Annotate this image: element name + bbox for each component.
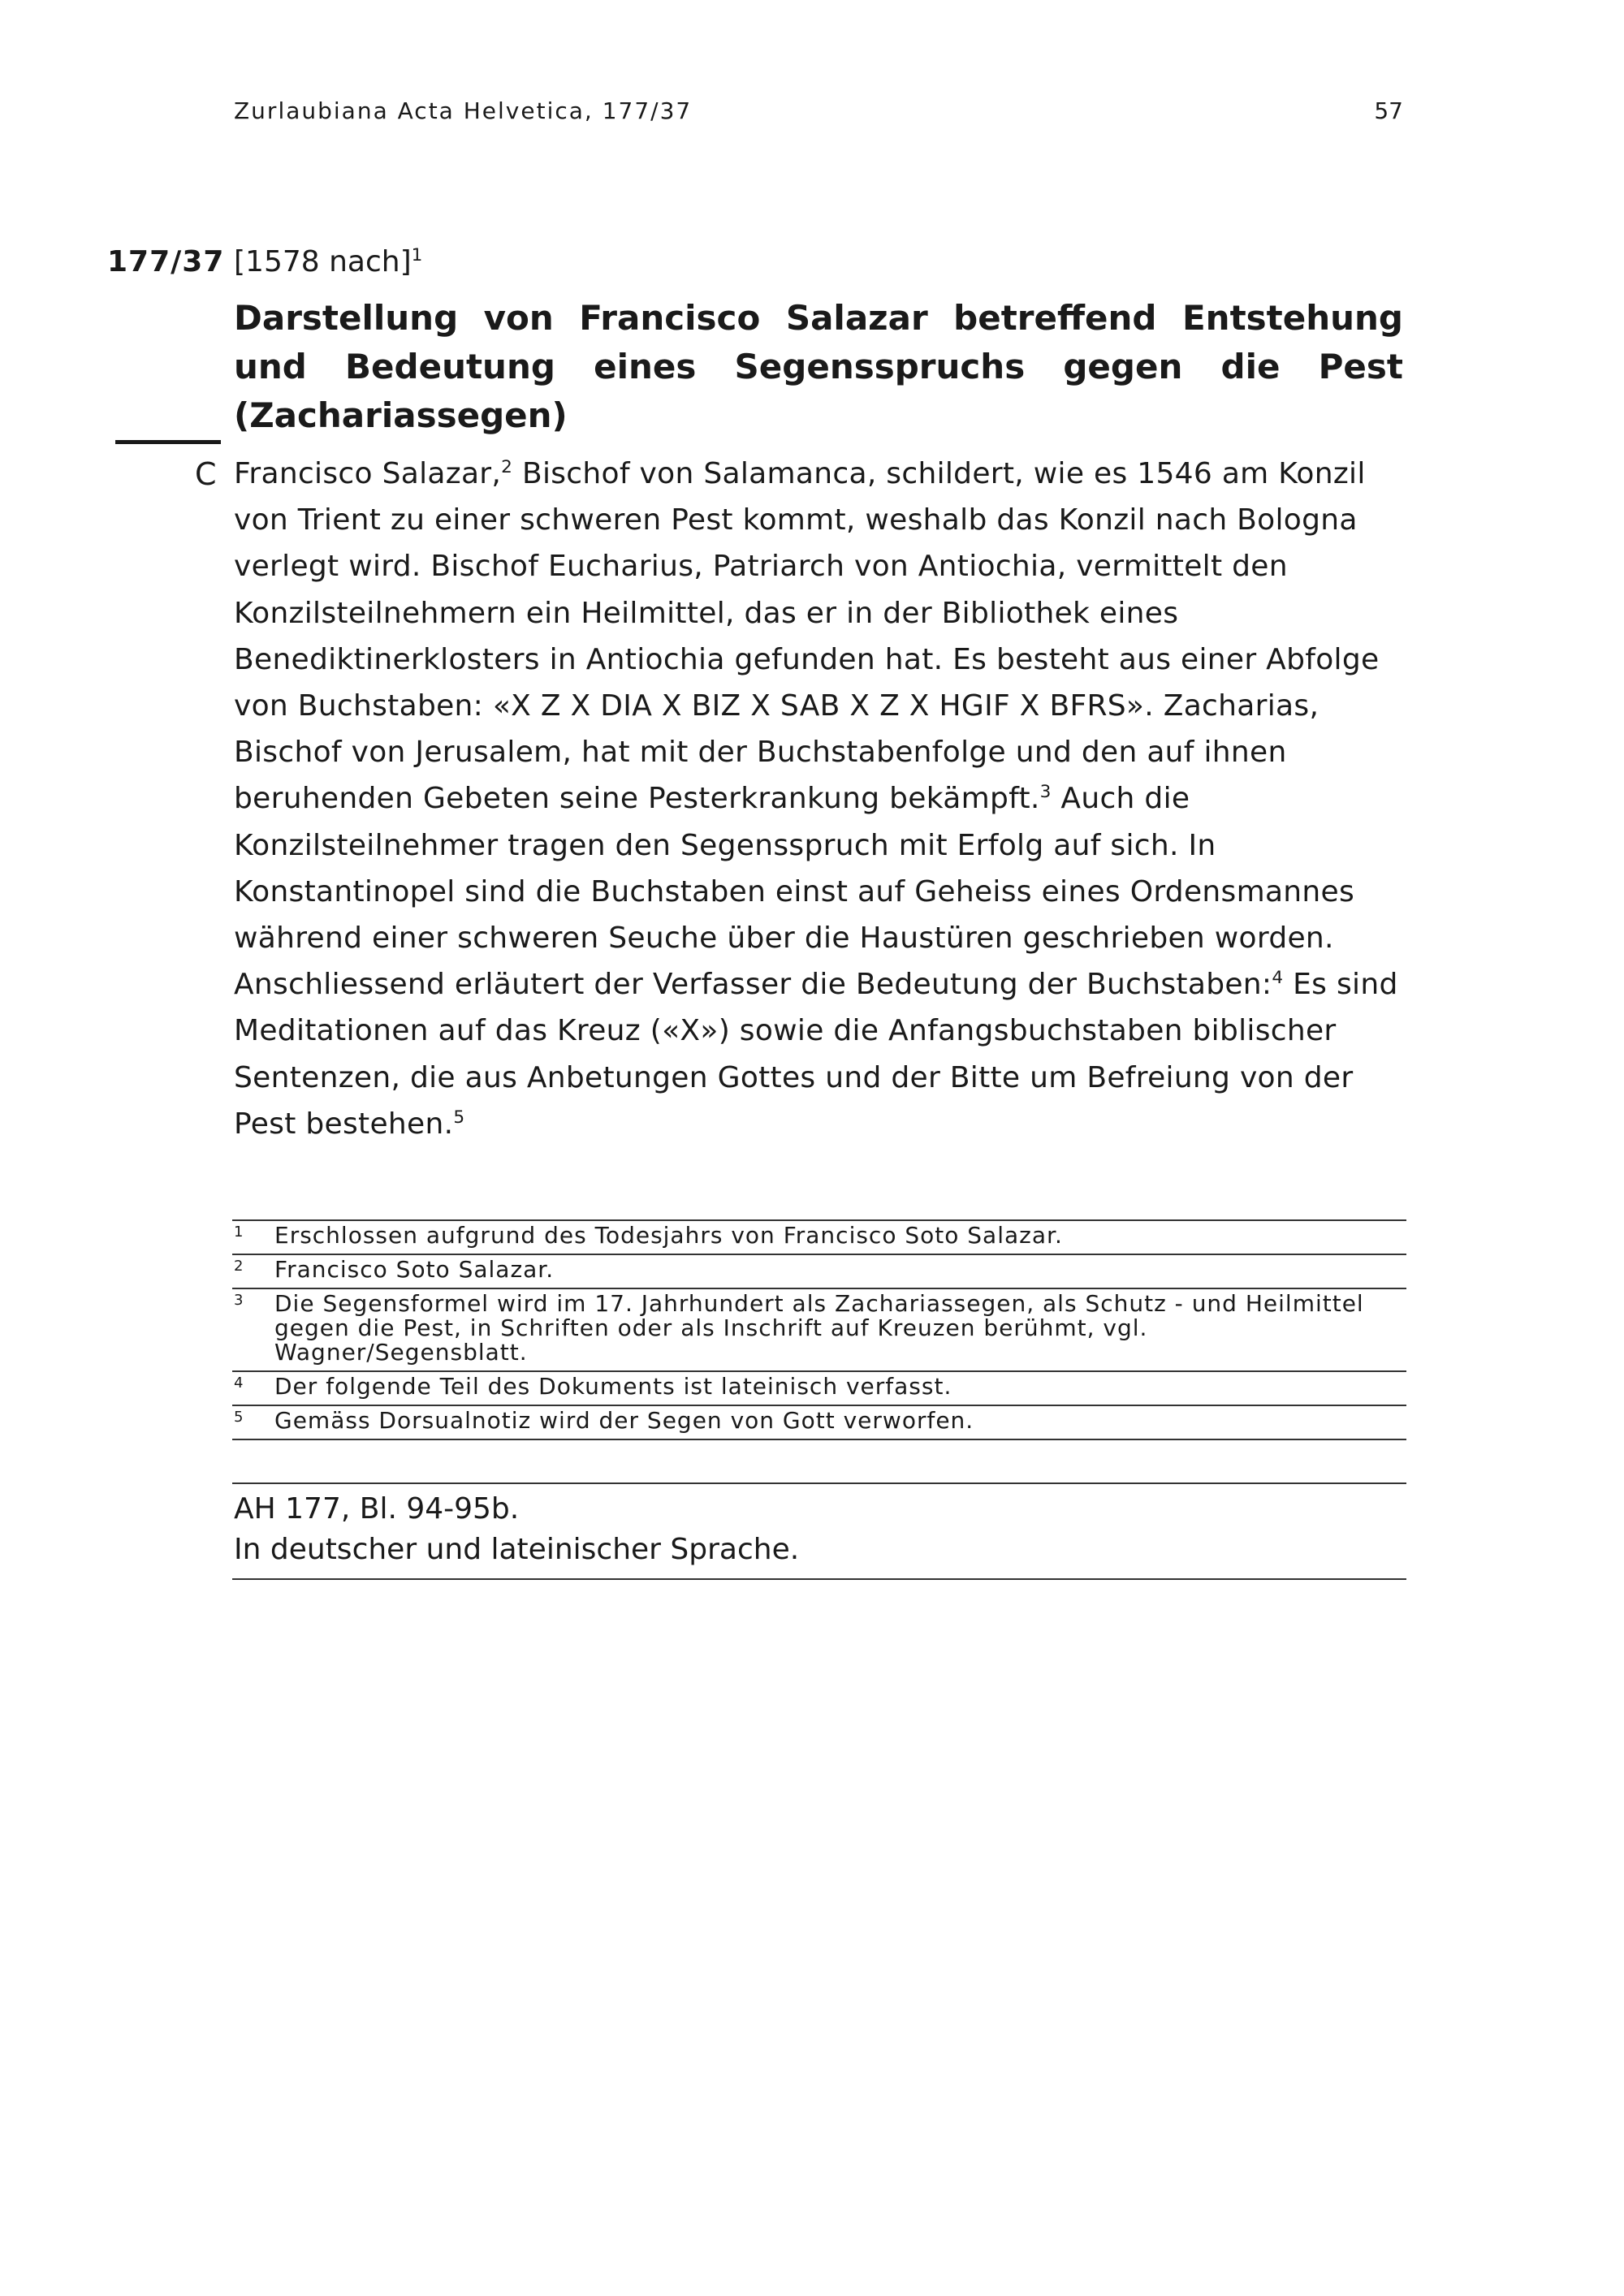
summary-segment-2: Bischof von Salamanca, schildert, wie es 1546 am Konzil von Trient zu einer schweren Pest kommt, weshalb das Konzil nach Bologna verlegt wird. Bischof Eucharius, Patriarch von Antiochia, vermittelt den Konzilsteilnehmern ein Heilmittel, das er in der Bibliothek eines Benediktinerklosters in Antiochia gefunden hat. Es besteht aus einer Abfolge von Buchstaben: «X Z X DIA X BIZ X SAB X Z X HGIF X BFRS». Zacharias, Bischof von Jerusalem, hat mit der Buchstabenfolge und den auf ihnen beruhenden Gebeten seine Pesterkrankung bekämpft. (234, 457, 1380, 816)
margin-rule (115, 440, 221, 444)
footnote-4 (232, 1372, 1406, 1406)
entry-date-text: [1578 nach] (234, 245, 412, 278)
entry-date (234, 245, 422, 278)
page-number: 57 (1374, 97, 1403, 124)
footnote-text: Francisco Soto Salazar. (274, 1256, 555, 1283)
footnote-text: Die Segensformel wird im 17. Jahrhundert als Zachariassegen, als Schutz - und Heilmittel gegen die Pest, in Schriften oder als Inschrift auf Kreuzen berühmt, vgl. Wagner/Segensblatt. (274, 1290, 1364, 1366)
source-language: In deutscher und lateinischer Sprache. (234, 1533, 800, 1566)
footnote-mark: 3 (234, 1292, 244, 1309)
source-reference: AH 177, Bl. 94-95b. (234, 1492, 520, 1526)
summary-segment-1: Francisco Salazar, (234, 457, 502, 490)
summary-segment-4: Es sind Meditationen auf das Kreuz («X») sowie die Anfangsbuchstaben biblischer Sentenzen, die aus Anbetungen Gottes und der Bitte um Befreiung von der Pest bestehen. (234, 968, 1398, 1141)
footnote-ref-5[interactable]: 5 (453, 1107, 465, 1128)
margin-siglum: C (195, 456, 217, 492)
footnote-mark: 4 (234, 1375, 244, 1392)
footnote-3 (232, 1289, 1406, 1372)
footnote-2 (232, 1255, 1406, 1289)
footnote-ref-2[interactable]: 2 (501, 457, 513, 477)
entry-title: Darstellung von Francisco Salazar betreffend Entstehung und Bedeutung eines Segensspruchs gegen die Pest (Zachariassegen) (234, 298, 1403, 435)
footnote-1 (232, 1221, 1406, 1255)
footnote-5 (232, 1406, 1406, 1440)
source-block (232, 1482, 1406, 1580)
footnote-ref-1[interactable]: 1 (411, 245, 423, 265)
footnote-mark: 1 (234, 1224, 244, 1241)
summary-paragraph (234, 451, 1403, 1147)
footnote-text: Erschlossen aufgrund des Todesjahrs von Francisco Soto Salazar. (274, 1222, 1063, 1249)
entry-number: 177/37 (107, 245, 225, 278)
footnote-ref-4[interactable]: 4 (1272, 968, 1284, 989)
footnote-mark: 5 (234, 1409, 244, 1426)
footnote-text: Gemäss Dorsualnotiz wird der Segen von Gott verworfen. (274, 1407, 974, 1434)
footnote-ref-3[interactable]: 3 (1039, 782, 1052, 803)
footnotes-block (232, 1219, 1406, 1440)
footnote-text: Der folgende Teil des Dokuments ist lateinisch verfasst. (274, 1373, 952, 1400)
footnote-mark: 2 (234, 1258, 244, 1275)
running-head: Zurlaubiana Acta Helvetica, 177/37 (234, 97, 693, 124)
summary-segment-3: Auch die Konzilsteilnehmer tragen den Segensspruch mit Erfolg auf sich. In Konstantinopel sind die Buchstaben einst auf Geheiss eines Ordensmannes während einer schweren Seuche über die Haustüren geschrieben worden. Anschliessend erläutert der Verfasser die Bedeutung der Buchstaben: (234, 782, 1355, 1002)
